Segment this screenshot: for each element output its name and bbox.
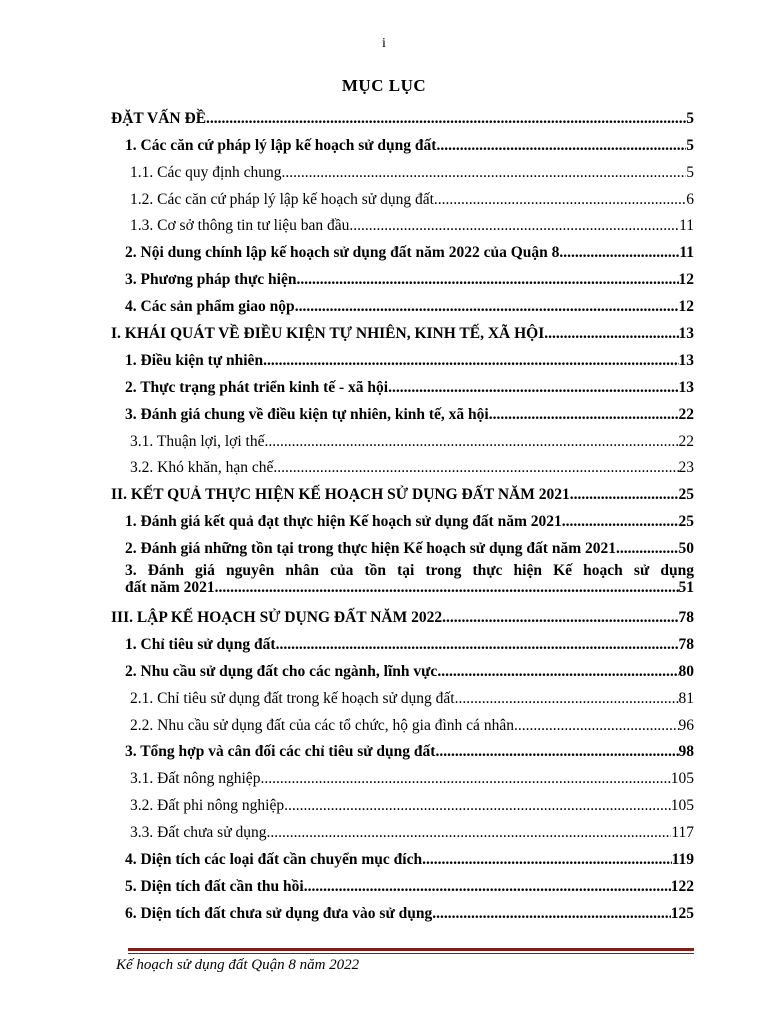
dot-leader: [455, 689, 679, 708]
toc-entry-label: 1.2. Các căn cứ pháp lý lập kế hoạch sử dụng đất: [130, 190, 434, 208]
toc-entry-label-line2: đất năm 2021: [125, 579, 215, 597]
toc-entry-page: 122: [670, 877, 694, 895]
dot-leader: [296, 270, 678, 289]
page-footer: Kế hoạch sử dụng đất Quận 8 năm 2022: [116, 957, 360, 973]
toc-entry-label: 3. Phương pháp thực hiện: [125, 271, 297, 289]
toc-entry-page: 78: [678, 635, 694, 653]
toc-entry-nhu-cau-nganh[interactable]: [111, 654, 694, 681]
toc-entry-label: 1.1. Các quy định chung: [130, 163, 282, 181]
dot-leader: [266, 823, 671, 842]
toc-entry-label: III. LẬP KẾ HOẠCH SỬ DỤNG ĐẤT NĂM 2022: [111, 609, 443, 627]
toc-entry-label: I. KHÁI QUÁT VỀ ĐIỀU KIỆN TỰ NHIÊN, KINH TẾ, XÃ HỘI: [111, 325, 545, 343]
toc-entry-page: 13: [678, 351, 694, 369]
toc-entry-phuong-phap[interactable]: [111, 262, 694, 289]
toc-entry-page: 119: [671, 851, 694, 869]
toc-entry-label: 3. Đánh giá chung về điều kiện tự nhiên, kinh tế, xã hội: [125, 405, 489, 423]
toc-entry-label: 1. Các căn cứ pháp lý lập kế hoạch sử dụng đất: [125, 136, 437, 154]
dot-leader: [260, 769, 670, 788]
toc-entry-section-iii[interactable]: [111, 600, 694, 627]
toc-entry-page: 25: [678, 513, 694, 531]
toc-entry-danh-gia-nguyen-nhan[interactable]: [111, 561, 694, 600]
toc-entry-label: 3. Tổng hợp và cân đối các chỉ tiêu sử dụng đất: [125, 743, 436, 761]
toc-entry-label: 3.1. Đất nông nghiệp: [130, 770, 261, 788]
toc-entry-can-cu-phap-ly-lap-ke-hoach[interactable]: [111, 182, 694, 209]
toc-entry-label: 1. Chỉ tiêu sử dụng đất: [125, 635, 276, 653]
dot-leader: [304, 877, 671, 896]
toc-entry-label: 4. Diện tích các loại đất cần chuyển mục đích: [125, 851, 423, 869]
toc-entry-label: 2.2. Nhu cầu sử dụng đất của các tổ chức, hộ gia đình cá nhân: [130, 716, 514, 734]
toc-entry-page: 51: [678, 579, 694, 597]
toc-entry-page: 11: [679, 244, 694, 262]
toc-entry-nhu-cau-to-chuc[interactable]: [111, 708, 694, 735]
toc-entry-label: 3.3. Đất chưa sử dụng: [130, 824, 267, 842]
toc-entry-page: 5: [686, 163, 694, 181]
toc-entry-page: 105: [670, 770, 694, 788]
footer-rule: [128, 948, 694, 951]
toc-entry-label: II. KẾT QUẢ THỰC HIỆN KẾ HOẠCH SỬ DỤNG ĐẤT NĂM 2021: [111, 486, 570, 504]
toc-entry-section-i[interactable]: [111, 316, 694, 343]
dot-leader: [434, 190, 686, 209]
toc-entry-page: 96: [678, 716, 694, 734]
toc-entry-label: 3.1. Thuận lợi, lợi thế: [130, 432, 265, 450]
toc-entry-dieu-kien-tu-nhien[interactable]: [111, 343, 694, 370]
toc-entry-chuyen-muc-dich[interactable]: [111, 842, 694, 869]
toc-entry-danh-gia-chung[interactable]: [111, 397, 694, 424]
toc-entry-quy-dinh-chung[interactable]: [111, 155, 694, 182]
dot-leader: [295, 297, 679, 316]
toc-entry-kho-khan[interactable]: [111, 451, 694, 478]
dot-leader: [276, 635, 679, 654]
toc-entry-chi-tieu-trong-ke-hoach[interactable]: [111, 681, 694, 708]
dot-leader: [616, 539, 679, 558]
dot-leader: [436, 136, 686, 155]
toc-entry-page: 13: [678, 378, 694, 396]
toc-entry-san-pham[interactable]: [111, 289, 694, 316]
dot-leader: [422, 850, 672, 869]
toc-entry-line2: [125, 580, 694, 597]
toc-entry-section-ii[interactable]: [111, 477, 694, 504]
toc-entry-page: 22: [678, 405, 694, 423]
toc-entry-dat-phi-nong-nghiep[interactable]: [111, 788, 694, 815]
dot-leader: [442, 608, 678, 627]
dot-leader: [265, 432, 679, 451]
toc-entry-danh-gia-ton-tai[interactable]: [111, 531, 694, 558]
toc-entry-thuc-trang-kinh-te[interactable]: [111, 370, 694, 397]
footer-rule-thin: [128, 953, 694, 954]
toc-entry-label: 2.1. Chỉ tiêu sử dụng đất trong kế hoạch sử dụng đất: [130, 689, 455, 707]
toc-entry-page: 105: [670, 797, 694, 815]
dot-leader: [432, 904, 671, 923]
toc-entry-page: 12: [678, 298, 694, 316]
toc-entry-label: 2. Nhu cầu sử dụng đất cho các ngành, lĩnh vực: [125, 662, 438, 680]
dot-leader: [562, 512, 679, 531]
toc-entry-page: 13: [678, 325, 694, 343]
toc-entry-page: 5: [686, 109, 694, 127]
dot-leader: [435, 742, 678, 761]
dot-leader: [215, 578, 679, 597]
toc-entry-label: 1.3. Cơ sở thông tin tư liệu ban đầu: [130, 217, 350, 235]
dot-leader: [559, 243, 679, 262]
toc-entry-page: 11: [679, 217, 694, 235]
toc-entry-label: 6. Diện tích đất chưa sử dụng đưa vào sử dụng: [125, 904, 433, 922]
dot-leader: [570, 485, 679, 504]
dot-leader: [437, 662, 678, 681]
toc-entry-page: 81: [678, 689, 694, 707]
toc-entry-page: 5: [686, 136, 694, 154]
toc-entry-page: 6: [686, 190, 694, 208]
toc-entry-label: 3.2. Khó khăn, hạn chế: [130, 459, 274, 477]
toc-entry-page: 117: [671, 824, 694, 842]
toc-entry-page: 80: [678, 662, 694, 680]
dot-leader: [349, 216, 679, 235]
dot-leader: [263, 351, 678, 370]
toc-entry-thuan-loi[interactable]: [111, 424, 694, 451]
toc-entry-page: 23: [678, 459, 694, 477]
dot-leader: [273, 458, 678, 477]
toc-entry-page: 25: [678, 486, 694, 504]
dot-leader: [514, 716, 679, 735]
toc-entry-label: 1. Đánh giá kết quả đạt thực hiện Kế hoạch sử dụng đất năm 2021: [125, 513, 562, 531]
toc-entry-label-line1: 3. Đánh giá nguyên nhân của tồn tại trong thực hiện Kế hoạch sử dụng: [125, 562, 694, 580]
dot-leader: [206, 109, 686, 128]
toc-entry-danh-gia-ket-qua[interactable]: [111, 504, 694, 531]
table-of-contents: [111, 101, 694, 923]
toc-entry-label: 2. Đánh giá những tồn tại trong thực hiện Kế hoạch sử dụng đất năm 2021: [125, 540, 616, 558]
toc-entry-label: 3.2. Đất phi nông nghiệp: [130, 797, 285, 815]
dot-leader: [282, 163, 687, 182]
toc-entry-label: 1. Điều kiện tự nhiên: [125, 351, 264, 369]
toc-entry-label: 2. Nội dung chính lập kế hoạch sử dụng đất năm 2022 của Quận 8: [125, 244, 560, 262]
toc-entry-dat-chua-su-dung[interactable]: [111, 815, 694, 842]
dot-leader: [544, 324, 678, 343]
toc-entry-noi-dung-chinh[interactable]: [111, 235, 694, 262]
toc-entry-label: 4. Các sản phẩm giao nộp: [125, 298, 295, 316]
toc-entry-page: 22: [678, 432, 694, 450]
toc-title: MỤC LỤC: [341, 76, 427, 95]
toc-entry-page: 98: [678, 743, 694, 761]
toc-entry-label: ĐẶT VẤN ĐỀ: [111, 109, 207, 127]
toc-entry-can-cu-phap-ly[interactable]: [111, 128, 694, 155]
toc-entry-page: 12: [678, 271, 694, 289]
dot-leader: [489, 405, 679, 424]
toc-entry-chi-tieu[interactable]: [111, 627, 694, 654]
toc-entry-dat-van-de[interactable]: [111, 101, 694, 128]
page-number: i: [382, 36, 386, 51]
dot-leader: [284, 796, 671, 815]
toc-entry-thu-hoi[interactable]: [111, 869, 694, 896]
toc-entry-dat-nong-nghiep[interactable]: [111, 761, 694, 788]
toc-entry-label: 5. Diện tích đất cần thu hồi: [125, 877, 304, 895]
toc-entry-page: 50: [678, 540, 694, 558]
toc-entry-tong-hop[interactable]: [111, 735, 694, 762]
toc-entry-label: 2. Thực trạng phát triển kinh tế - xã hội: [125, 378, 389, 396]
toc-entry-co-so-thong-tin[interactable]: [111, 209, 694, 236]
toc-entry-dua-vao-su-dung[interactable]: [111, 896, 694, 923]
dot-leader: [388, 378, 678, 397]
toc-entry-page: 78: [678, 609, 694, 627]
toc-entry-page: 125: [670, 904, 694, 922]
